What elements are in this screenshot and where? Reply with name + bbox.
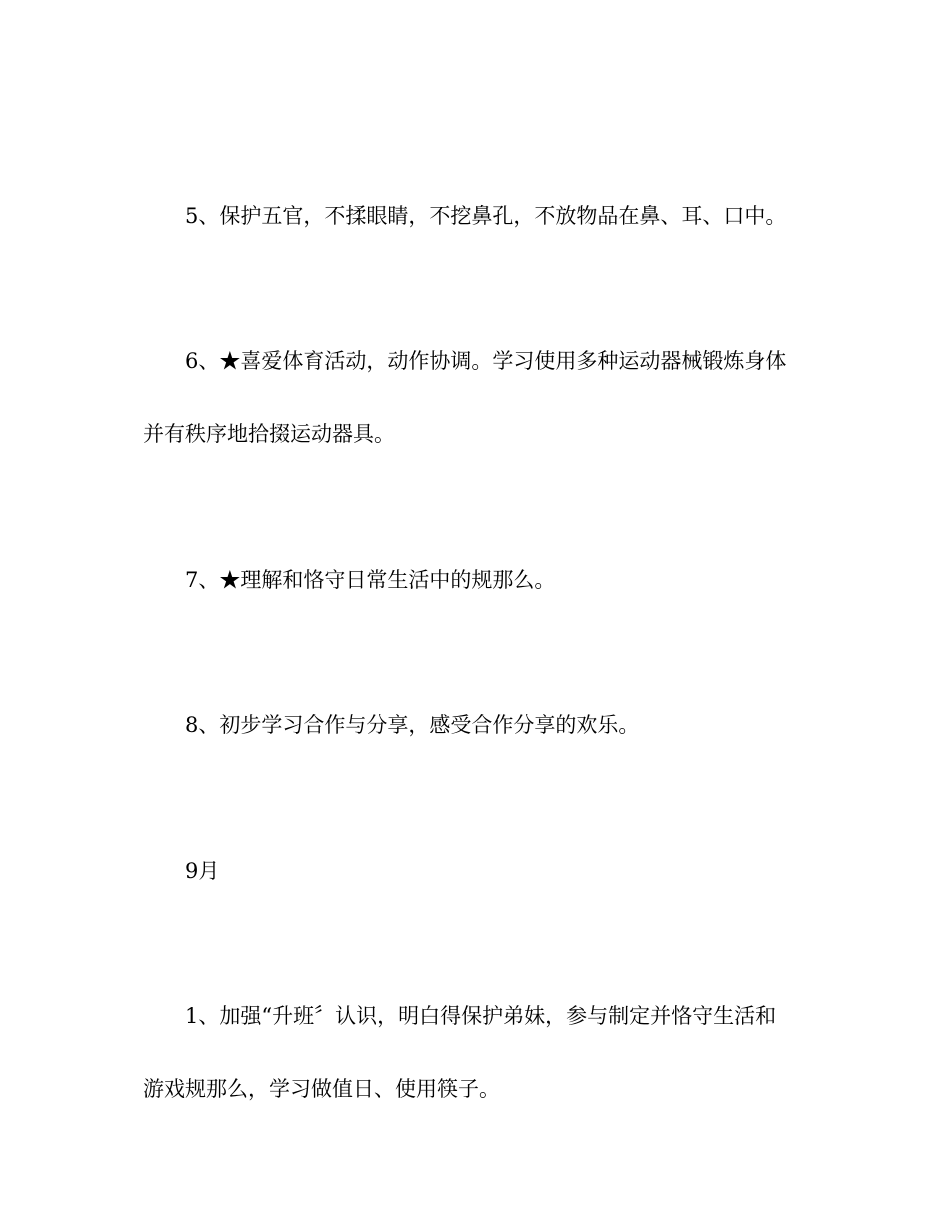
paragraph-item-6-line-1: 6、★喜爱体育活动，动作协调。学习使用多种运动器械锻炼身体 — [185, 349, 787, 373]
paragraph-item-5-line-1: 5、保护五官，不揉眼睛，不挖鼻孔，不放物品在鼻、耳、口中。 — [185, 204, 787, 228]
paragraph-item-8-line-1: 8、初步学习合作与分享，感受合作分享的欢乐。 — [185, 713, 640, 737]
paragraph-item-1-line-2: 游戏规那么，学习做值日、使用筷子。 — [143, 1077, 500, 1101]
paragraph-item-6-line-2: 并有秩序地拾掇运动器具。 — [143, 422, 395, 446]
month-heading: 9月 — [185, 859, 220, 883]
paragraph-item-1-line-1: 1、加强“升班〞认识，明白得保护弟妹，参与制定并恪守生活和 — [185, 1004, 777, 1028]
paragraph-item-7-line-1: 7、★理解和恪守日常生活中的规那么。 — [185, 568, 556, 592]
